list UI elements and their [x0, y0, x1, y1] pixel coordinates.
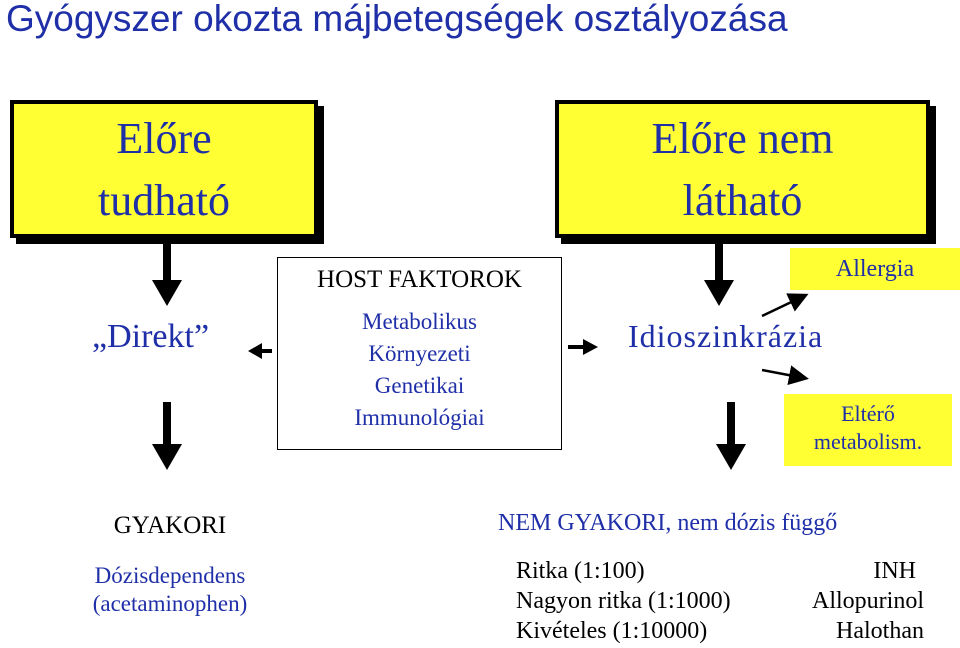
frequent-line2: (acetaminophen) [92, 591, 248, 616]
drug-name: Allopurinol [812, 588, 924, 614]
arrow-to-idioszinkrazia [568, 339, 598, 355]
frequent-title: GYAKORI [113, 512, 227, 539]
down-arrow-left-top [152, 242, 182, 306]
altered-metabolism-line1: Eltérő [841, 401, 895, 426]
drug-name: INH [873, 558, 916, 584]
altered-metabolism-line2: metabolism. [813, 429, 923, 454]
idiosyncrasy-label: Idioszinkrázia [628, 318, 824, 354]
host-item: Metabolikus [362, 309, 477, 334]
unpredictable-line1: Előre nem [651, 114, 834, 163]
table-row [516, 588, 924, 618]
allergy-label: Allergia [835, 256, 915, 282]
host-item: Környezeti [368, 341, 471, 366]
arrow-to-elter [762, 370, 804, 378]
infrequent-title: NEM GYAKORI, nem dózis függő [498, 510, 838, 536]
allergy-box [790, 248, 960, 290]
predictable-line1: Előre [116, 114, 212, 163]
drug-name: Halothan [836, 618, 924, 644]
rarity-label: Kivételes (1:10000) [516, 618, 708, 644]
table-row [516, 558, 924, 588]
unpredictable-line2: látható [682, 176, 803, 225]
predictable-line2: tudható [98, 176, 230, 225]
down-arrow-left-bottom [152, 402, 182, 470]
rarity-label: Nagyon ritka (1:1000) [516, 588, 731, 614]
direct-label: „Direkt” [92, 318, 210, 355]
table-row [516, 618, 924, 648]
down-arrow-right-bottom [716, 402, 746, 470]
host-factors-box [277, 257, 562, 450]
frequent-block [40, 512, 300, 618]
frequent-line1: Dózisdependens [94, 563, 246, 588]
arrow-to-direkt [248, 343, 272, 359]
host-item: Genetikai [374, 373, 465, 398]
infrequent-table [516, 558, 924, 648]
down-arrow-right-top [704, 242, 734, 306]
rarity-label: Ritka (1:100) [516, 558, 645, 584]
arrow-to-allergia [762, 296, 804, 316]
host-factors-title: HOST FAKTOROK [317, 266, 522, 293]
host-item: Immunológiai [354, 405, 485, 430]
page-title: Gyógyszer okozta májbetegségek osztályozása [6, 0, 788, 39]
altered-metabolism-box [784, 394, 952, 466]
